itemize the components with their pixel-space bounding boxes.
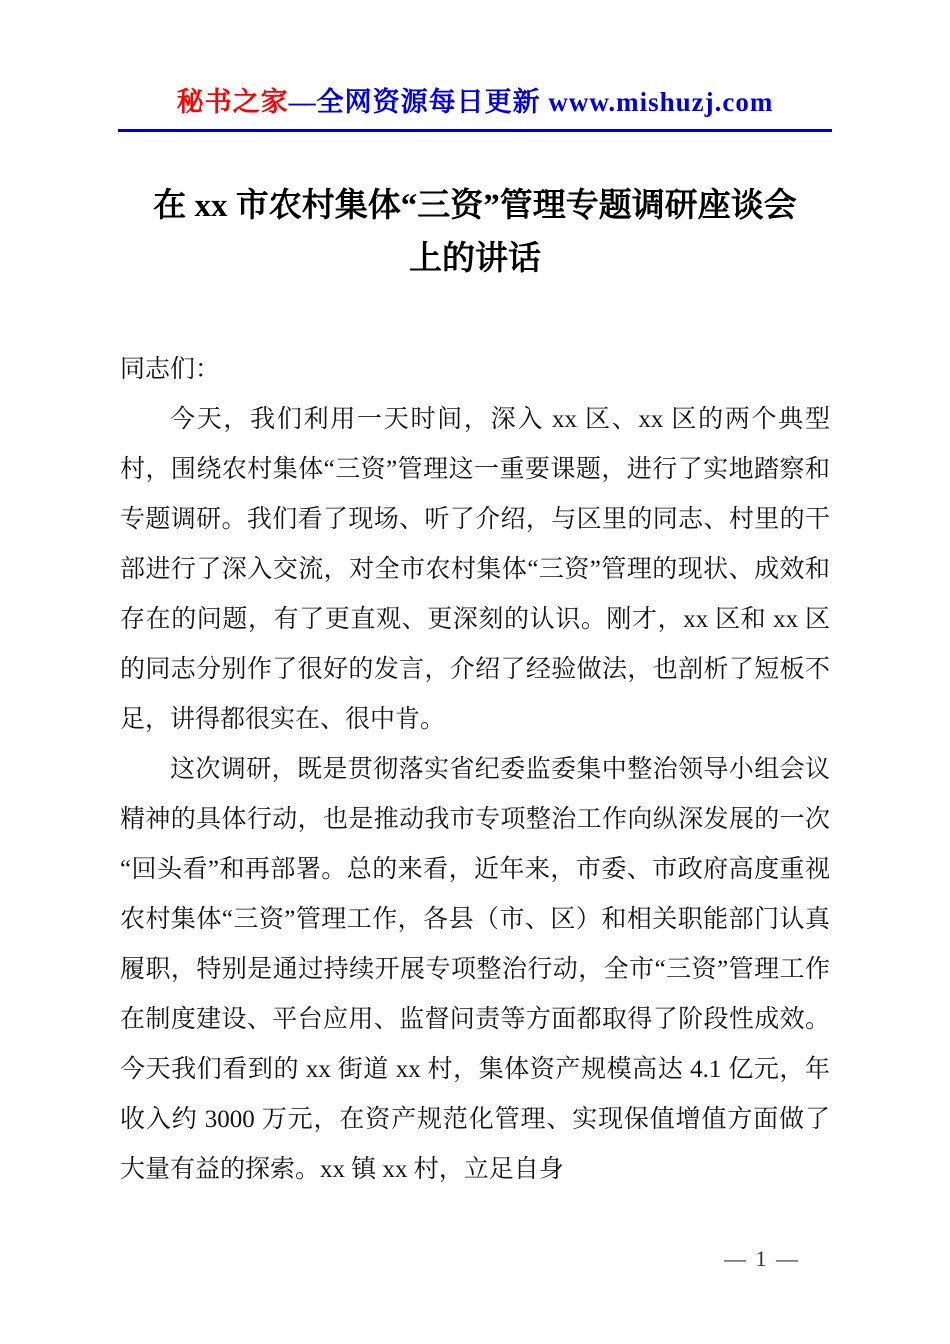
site-brand: 秘书之家	[176, 87, 289, 117]
page-number: — 1 —	[724, 1246, 800, 1271]
header-divider	[118, 129, 832, 132]
body-paragraph-1: 今天，我们利用一天时间，深入 xx 区、xx 区的两个典型村，围绕农村集体“三资”管理这一重要课题，进行了实地踏察和专题调研。我们看了现场、听了介绍，与区里的同志、村里的干部进行了深入交流，对全市农村集体“三资”管理的现状、成效和存在的问题，有了更直观、更深刻的认识。刚才，xx 区和 xx 区的同志分别作了很好的发言，介绍了经验做法，也剖析了短板不足，讲得都很实在、很中肯。	[120, 405, 830, 733]
site-tagline: —全网资源每日更新	[288, 87, 549, 117]
document-body	[0, 180, 950, 1195]
salutation: 同志们：	[120, 355, 221, 383]
site-header	[0, 0, 950, 119]
site-url: www.mishuzj.com	[548, 87, 774, 117]
document-title: 在 xx 市农村集体“三资”管理专题调研座谈会上的讲话	[153, 188, 797, 278]
body-paragraph-2: 这次调研，既是贯彻落实省纪委监委集中整治领导小组会议精神的具体行动，也是推动我市专项整治工作向纵深发展的一次“回头看”和再部署。总的来看，近年来，市委、市政府高度重视农村集体“三资”管理工作，各县（市、区）和相关职能部门认真履职，特别是通过持续开展专项整治行动，全市“三资”管理工作在制度建设、平台应用、监督问责等方面都取得了阶段性成效。今天我们看到的 xx 街道 xx 村，集体资产规模高达 4.1 亿元，年收入约 3000 万元，在资产规范化管理、实现保值增值方面做了大量有益的探索。xx 镇 xx 村，立足自身	[120, 755, 830, 1183]
